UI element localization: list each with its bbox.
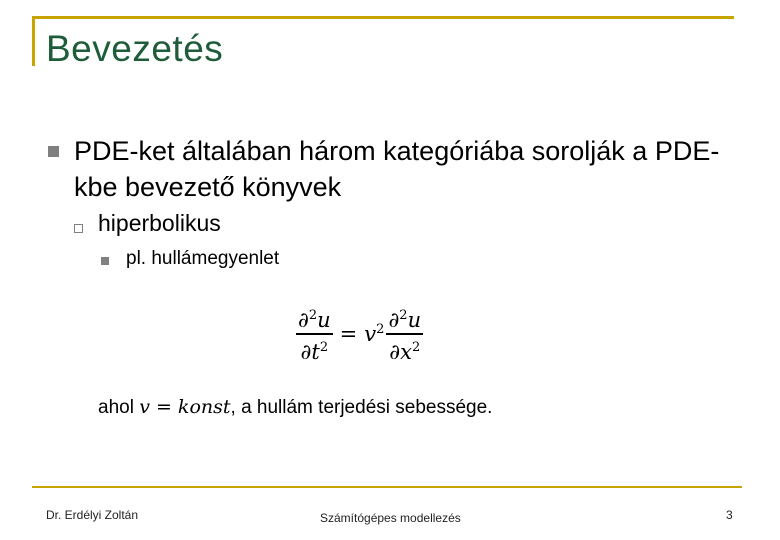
explanation-prefix: ahol [98,397,140,418]
coefficient [364,322,384,346]
equals-sign: = [339,321,358,346]
bullet-level2-text: hiperbolikus [98,210,221,236]
lhs-num-partial: ∂ [298,308,309,332]
lhs-fraction [296,303,333,365]
rhs-num-var: u [407,308,422,332]
rhs-den-sup: 2 [411,339,421,355]
explanation-math: v = konst [139,396,231,418]
explanation-line [98,396,492,419]
rhs-den: ∂x [389,339,412,364]
rhs-fraction [386,303,423,365]
lhs-den: ∂t [300,339,320,364]
wave-equation [296,303,423,365]
lhs-num-sup: 2 [308,308,318,323]
lhs-den-sup: 2 [319,339,329,355]
explanation-suffix: , a hullám terjedési sebessége. [230,397,493,418]
coef-var: v [364,321,377,346]
footer-rule [32,486,742,488]
footer-author: Dr. Erdélyi Zoltán [46,508,139,522]
lhs-num-var: u [317,308,331,332]
rhs-num-partial: ∂ [388,308,400,332]
coef-sup: 2 [376,321,385,337]
hollow-square-bullet-icon [74,224,83,233]
footer-page-number: 3 [726,508,733,522]
frame-top-rule [32,16,734,19]
bullet-level1-text: PDE-ket általában három kategóriába sorolják a PDE-kbe bevezető könyvek [74,136,720,202]
rhs-num-sup: 2 [399,308,408,323]
slide-title: Bevezetés [46,28,224,69]
frame-left-rule [32,16,35,66]
footer-course: Számítógépes modellezés [320,511,461,525]
bullet-square-small-icon [101,257,109,265]
bullet-level3-text: pl. hullámegyenlet [126,248,280,269]
bullet-square-icon [48,146,59,157]
